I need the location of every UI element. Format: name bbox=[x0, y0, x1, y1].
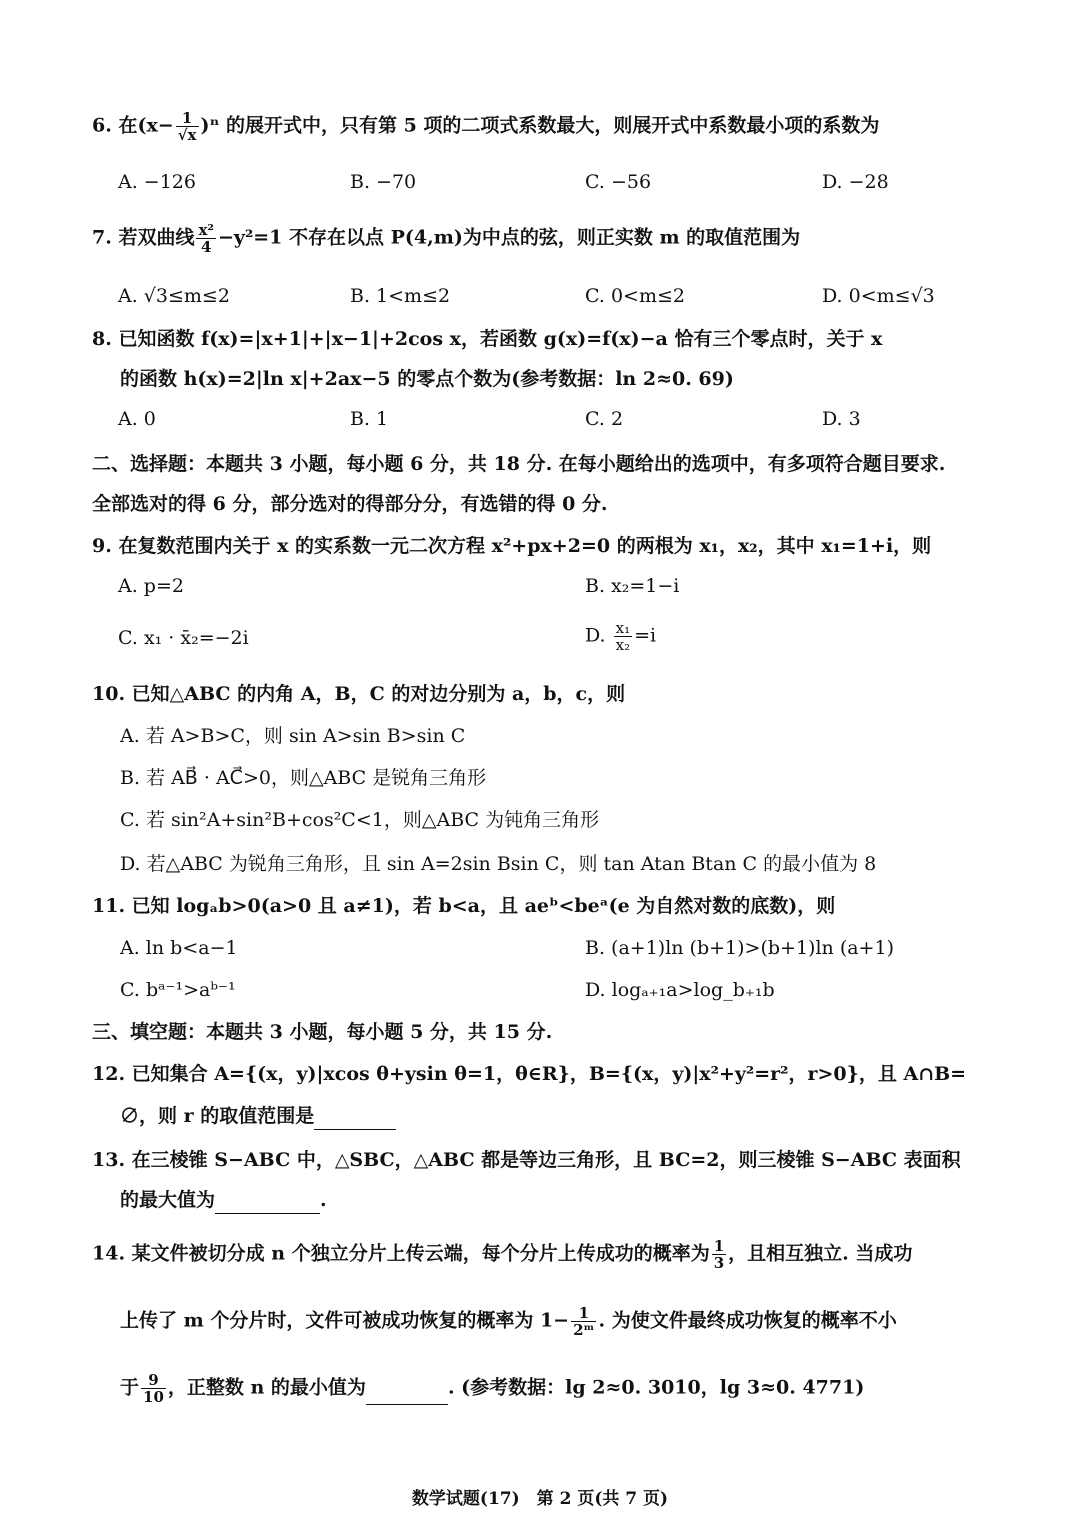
q8-option-c: C. 2 bbox=[585, 408, 624, 430]
question-number: 6. bbox=[92, 114, 119, 137]
question-14-stem-line2 bbox=[120, 1305, 897, 1338]
stem-text: ∅，则 r 的取值范围是 bbox=[120, 1105, 315, 1127]
denominator: 10 bbox=[143, 1388, 164, 1406]
page-footer: 数学试题(17) 第 2 页(共 7 页) bbox=[411, 1489, 669, 1509]
answer-blank[interactable] bbox=[215, 1191, 320, 1214]
fraction bbox=[141, 1372, 166, 1405]
q11-option-a: A. ln b<a−1 bbox=[120, 937, 238, 959]
question-14-stem-line3 bbox=[120, 1372, 864, 1405]
numerator: x² bbox=[198, 221, 214, 239]
q8-option-d: D. 3 bbox=[822, 408, 861, 430]
numerator: 1 bbox=[176, 110, 199, 127]
stem-text: . bbox=[320, 1189, 327, 1211]
question-14-stem bbox=[92, 1238, 912, 1271]
fraction bbox=[614, 620, 632, 653]
stem-text: 若双曲线 bbox=[118, 226, 195, 249]
section-3-header: 三、填空题：本题共 3 小题，每小题 5 分，共 15 分. bbox=[92, 1021, 553, 1043]
q7-option-b: B. 1<m≤2 bbox=[350, 285, 451, 307]
fraction bbox=[196, 222, 216, 255]
option-label: D. bbox=[585, 624, 612, 647]
question-number: 7. bbox=[92, 226, 119, 249]
q9-option-b: B. x₂=1−i bbox=[585, 575, 680, 597]
question-12-stem: 12. 已知集合 A={(x，y)|xcos θ+ysin θ=1，θ∈R}，B={(x，y)|x²+y²=r²，r>0}，且 A∩B= bbox=[92, 1063, 967, 1085]
q6-option-c: C. −56 bbox=[585, 171, 652, 193]
q10-option-b: B. 若 AB⃗ · AC⃗>0，则△ABC 是锐角三角形 bbox=[120, 767, 487, 789]
question-10-stem: 10. 已知△ABC 的内角 A，B，C 的对边分别为 a，b，c，则 bbox=[92, 683, 626, 705]
q7-option-d: D. 0<m≤√3 bbox=[822, 285, 935, 307]
q9-option-d bbox=[585, 620, 656, 653]
numerator: 9 bbox=[141, 1372, 166, 1389]
question-11-stem: 11. 已知 logₐb>0(a>0 且 a≠1)，若 b<a，且 aeᵇ<beᵃ(e 为自然对数的底数)，则 bbox=[92, 895, 836, 917]
question-8-stem: 8. 已知函数 f(x)=|x+1|+|x−1|+2cos x，若函数 g(x)=f(x)−a 恰有三个零点时，关于 x bbox=[92, 328, 883, 350]
stem-text: 的最大值为 bbox=[120, 1189, 216, 1211]
q10-option-c: C. 若 sin²A+sin²B+cos²C<1，则△ABC 为钝角三角形 bbox=[120, 809, 600, 831]
answer-blank[interactable] bbox=[366, 1382, 448, 1405]
denominator: √x bbox=[177, 126, 197, 144]
q6-option-d: D. −28 bbox=[822, 171, 889, 193]
question-6-stem bbox=[92, 110, 879, 143]
q11-option-d: D. logₐ₊₁a>log_b₊₁b bbox=[585, 979, 775, 1001]
stem-text: 于 bbox=[120, 1376, 140, 1399]
numerator: 1 bbox=[571, 1305, 596, 1322]
fraction bbox=[712, 1238, 726, 1271]
denominator: x₂ bbox=[615, 636, 631, 654]
q7-option-a: A. √3≤m≤2 bbox=[118, 285, 230, 307]
question-8-stem-cont: 的函数 h(x)=2|ln x|+2ax−5 的零点个数为(参考数据：ln 2≈0. 69) bbox=[120, 368, 734, 390]
q6-option-a: A. −126 bbox=[118, 171, 196, 193]
q10-option-a: A. 若 A>B>C，则 sin A>sin B>sin C bbox=[120, 725, 466, 747]
question-7-stem bbox=[92, 222, 800, 255]
stem-text: −y²=1 不存在以点 P(4,m)为中点的弦，则正实数 m 的取值范围为 bbox=[217, 226, 801, 249]
answer-blank[interactable] bbox=[314, 1107, 396, 1130]
stem-text: 14. 某文件被切分成 n 个独立分片上传云端，每个分片上传成功的概率为 bbox=[92, 1242, 710, 1265]
fraction bbox=[176, 110, 199, 143]
q6-option-b: B. −70 bbox=[350, 171, 417, 193]
stem-text: ，正整数 n 的最小值为 bbox=[167, 1376, 366, 1399]
denominator: 3 bbox=[713, 1254, 725, 1272]
section-2-header: 二、选择题：本题共 3 小题，每小题 6 分，共 18 分. 在每小题给出的选项中，有多项符合题目要求. bbox=[92, 453, 946, 475]
question-13-stem: 13. 在三棱锥 S−ABC 中，△SBC，△ABC 都是等边三角形，且 BC=2，则三棱锥 S−ABC 表面积 bbox=[92, 1149, 961, 1171]
stem-text: . (参考数据：lg 2≈0. 3010，lg 3≈0. 4771) bbox=[447, 1376, 865, 1399]
q7-option-c: C. 0<m≤2 bbox=[585, 285, 685, 307]
denominator: 4 bbox=[201, 238, 212, 256]
question-12-stem-cont bbox=[120, 1102, 396, 1130]
numerator: 1 bbox=[713, 1237, 725, 1255]
section-2-instructions: 全部选对的得 6 分，部分选对的得部分分，有选错的得 0 分. bbox=[92, 493, 608, 515]
q8-option-a: A. 0 bbox=[118, 408, 156, 430]
question-9-stem: 9. 在复数范围内关于 x 的实系数一元二次方程 x²+px+2=0 的两根为 x₁，x₂，其中 x₁=1+i，则 bbox=[92, 535, 932, 557]
q9-option-c: C. x₁ · x̄₂=−2i bbox=[118, 627, 249, 649]
q8-option-b: B. 1 bbox=[350, 408, 389, 430]
fraction bbox=[571, 1305, 596, 1338]
denominator: 2ᵐ bbox=[573, 1321, 595, 1339]
option-text: =i bbox=[634, 624, 657, 647]
stem-text: 上传了 m 个分片时，文件可被成功恢复的概率为 1− bbox=[120, 1309, 570, 1332]
q11-option-b: B. (a+1)ln (b+1)>(b+1)ln (a+1) bbox=[585, 937, 894, 959]
stem-text: . 为使文件最终成功恢复的概率不小 bbox=[598, 1309, 897, 1332]
stem-text: ，且相互独立. 当成功 bbox=[728, 1242, 913, 1265]
stem-text: )ⁿ 的展开式中，只有第 5 项的二项式系数最大，则展开式中系数最小项的系数为 bbox=[200, 114, 880, 137]
q11-option-c: C. bᵃ⁻¹>aᵇ⁻¹ bbox=[120, 979, 236, 1001]
numerator: x₁ bbox=[615, 619, 631, 637]
stem-text: 在(x− bbox=[118, 114, 174, 137]
question-13-stem-cont bbox=[120, 1186, 327, 1214]
q9-option-a: A. p=2 bbox=[118, 575, 184, 597]
q10-option-d: D. 若△ABC 为锐角三角形，且 sin A=2sin Bsin C，则 tan Atan Btan C 的最小值为 8 bbox=[120, 853, 877, 875]
